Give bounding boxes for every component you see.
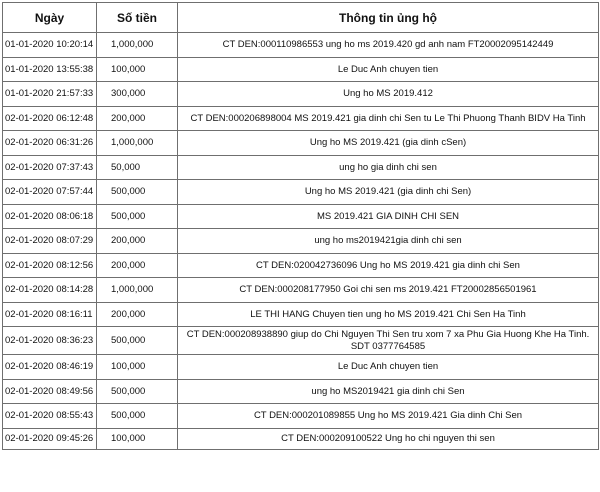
column-header-info: Thông tin ủng hộ xyxy=(178,3,599,33)
cell-date: 02-01-2020 08:55:43 xyxy=(3,404,97,429)
cell-amount: 300,000 xyxy=(97,82,178,107)
table-row xyxy=(3,180,599,205)
table-row xyxy=(3,379,599,404)
cell-amount: 500,000 xyxy=(97,327,178,355)
donation-table-container xyxy=(0,2,600,492)
cell-info: MS 2019.421 GIA DINH CHI SEN xyxy=(178,204,599,229)
table-row xyxy=(3,327,599,355)
cell-info: Ung ho MS 2019.421 (gia dinh cSen) xyxy=(178,131,599,156)
table-body xyxy=(3,33,599,450)
cell-date: 02-01-2020 08:07:29 xyxy=(3,229,97,254)
cell-amount: 50,000 xyxy=(97,155,178,180)
cell-amount: 100,000 xyxy=(97,57,178,82)
cell-date: 02-01-2020 06:31:26 xyxy=(3,131,97,156)
cell-info: Ung ho MS 2019.412 xyxy=(178,82,599,107)
cell-info: Ung ho MS 2019.421 (gia dinh chi Sen) xyxy=(178,180,599,205)
cell-date: 02-01-2020 08:36:23 xyxy=(3,327,97,355)
table-row xyxy=(3,428,599,449)
column-header-amount: Số tiền xyxy=(97,3,178,33)
table-row xyxy=(3,131,599,156)
table-row xyxy=(3,204,599,229)
cell-date: 02-01-2020 08:46:19 xyxy=(3,355,97,380)
cell-info: ung ho MS2019421 gia dinh chi Sen xyxy=(178,379,599,404)
cell-info: LE THI HANG Chuyen tien ung ho MS 2019.421 Chi Sen Ha Tinh xyxy=(178,302,599,327)
cell-date: 02-01-2020 09:45:26 xyxy=(3,428,97,449)
cell-amount: 200,000 xyxy=(97,302,178,327)
cell-info: Le Duc Anh chuyen tien xyxy=(178,57,599,82)
cell-info: Le Duc Anh chuyen tien xyxy=(178,355,599,380)
cell-date: 02-01-2020 08:06:18 xyxy=(3,204,97,229)
cell-info: CT DEN:000209100522 Ung ho chi nguyen thi sen xyxy=(178,428,599,449)
cell-info: CT DEN:000201089855 Ung ho MS 2019.421 Gia dinh Chi Sen xyxy=(178,404,599,429)
cell-date: 01-01-2020 21:57:33 xyxy=(3,82,97,107)
cell-amount: 1,000,000 xyxy=(97,278,178,303)
cell-info: CT DEN:000208938890 giup do Chi Nguyen Thi Sen tru xom 7 xa Phu Gia Huong Khe Ha Tinh. SDT 0377764585 xyxy=(178,327,599,355)
donation-table xyxy=(2,2,599,450)
cell-info: CT DEN:000110986553 ung ho ms 2019.420 gd anh nam FT20002095142449 xyxy=(178,33,599,58)
table-row xyxy=(3,57,599,82)
cell-info: CT DEN:020042736096 Ung ho MS 2019.421 gia dinh chi Sen xyxy=(178,253,599,278)
cell-info: CT DEN:000206898004 MS 2019.421 gia dinh chi Sen tu Le Thi Phuong Thanh BIDV Ha Tinh xyxy=(178,106,599,131)
cell-amount: 500,000 xyxy=(97,404,178,429)
cell-amount: 1,000,000 xyxy=(97,33,178,58)
table-row xyxy=(3,278,599,303)
cell-info: ung ho gia dinh chi sen xyxy=(178,155,599,180)
cell-date: 02-01-2020 07:57:44 xyxy=(3,180,97,205)
cell-date: 01-01-2020 13:55:38 xyxy=(3,57,97,82)
cell-date: 01-01-2020 10:20:14 xyxy=(3,33,97,58)
cell-date: 02-01-2020 08:16:11 xyxy=(3,302,97,327)
table-header-row xyxy=(3,3,599,33)
table-row xyxy=(3,33,599,58)
table-row xyxy=(3,302,599,327)
table-row xyxy=(3,155,599,180)
table-row xyxy=(3,404,599,429)
cell-date: 02-01-2020 08:14:28 xyxy=(3,278,97,303)
cell-amount: 1,000,000 xyxy=(97,131,178,156)
cell-amount: 500,000 xyxy=(97,204,178,229)
column-header-date: Ngày xyxy=(3,3,97,33)
cell-date: 02-01-2020 07:37:43 xyxy=(3,155,97,180)
cell-date: 02-01-2020 06:12:48 xyxy=(3,106,97,131)
cell-amount: 200,000 xyxy=(97,106,178,131)
cell-info: ung ho ms2019421gia dinh chi sen xyxy=(178,229,599,254)
table-row xyxy=(3,106,599,131)
cell-amount: 100,000 xyxy=(97,355,178,380)
table-row xyxy=(3,229,599,254)
table-row xyxy=(3,355,599,380)
cell-amount: 200,000 xyxy=(97,253,178,278)
cell-date: 02-01-2020 08:12:56 xyxy=(3,253,97,278)
table-row xyxy=(3,253,599,278)
table-row xyxy=(3,82,599,107)
cell-amount: 500,000 xyxy=(97,379,178,404)
cell-info: CT DEN:000208177950 Goi chi sen ms 2019.421 FT20002856501961 xyxy=(178,278,599,303)
cell-date: 02-01-2020 08:49:56 xyxy=(3,379,97,404)
cell-amount: 200,000 xyxy=(97,229,178,254)
cell-amount: 100,000 xyxy=(97,428,178,449)
cell-amount: 500,000 xyxy=(97,180,178,205)
